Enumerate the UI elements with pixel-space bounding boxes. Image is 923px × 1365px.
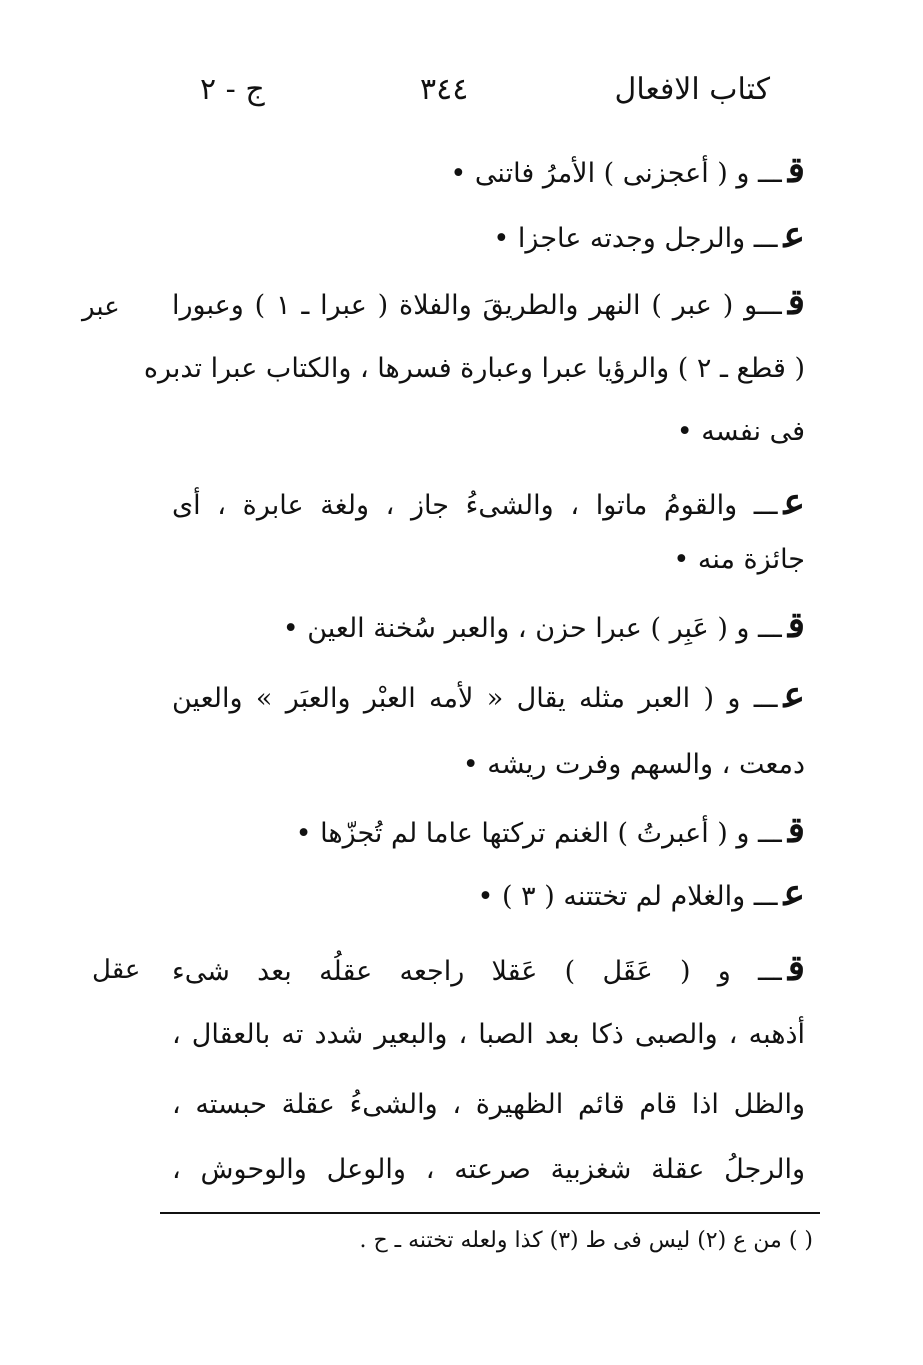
line-text: ( قطع ـ ٢ ) والرؤيا عبرا وعبارة فسرها ، والكتاب عبرا تدبره [143, 353, 805, 384]
text-line-16 [172, 1150, 805, 1190]
line-text: ـــو ( عبر ) النهر والطريقَ والفلاة ( عبرا ـ ١ ) وعبورا [172, 290, 782, 321]
line-text: جائزة منه • [673, 544, 805, 575]
line-text: أذهبه ، والصبى ذكا بعد الصبا ، والبعير شدد ته بالعقال ، [172, 1019, 806, 1050]
footnote: ( ) من ع (٢) ليس فى ط (٣) كذا ولعله تختنه ـ ح . [359, 1228, 813, 1253]
footnote-divider [160, 1212, 820, 1214]
text-line-9 [172, 675, 805, 719]
text-line-1 [450, 150, 805, 194]
page-number: ٣٤٤ [420, 72, 469, 107]
text-line-5 [677, 412, 805, 452]
line-text: ـــ والغلام لم تختتنه ( ٣ ) • [477, 881, 778, 912]
entry-marker: ق [787, 809, 805, 851]
entry-marker: ع [783, 872, 805, 914]
entry-marker: ق [787, 947, 805, 989]
running-header [190, 72, 770, 122]
text-line-7 [673, 540, 805, 580]
line-text: ـــ والرجل وجدته عاجزا • [493, 223, 778, 254]
text-line-8 [283, 605, 805, 649]
text-line-14 [172, 1015, 805, 1055]
line-text: ـــ و ( أعبرتُ ) الغنم تركتها عاما لم تُجزّها • [295, 818, 782, 849]
entry-marker: ق [787, 281, 806, 323]
line-text: فى نفسه • [676, 416, 805, 447]
entry-marker: ع [783, 214, 805, 256]
line-text: ـــ والقومُ ماتوا ، والشىءُ جاز ، ولغة عابرة ، أى [172, 490, 778, 521]
text-line-4 [143, 349, 805, 389]
text-line-15 [172, 1085, 805, 1125]
entry-marker: ع [783, 674, 805, 716]
line-text: ـــ و ( أعجزنى ) الأمرُ فاتنى • [450, 158, 782, 189]
text-line-11 [296, 810, 805, 854]
line-text: والرجلُ عقلة شغزبية صرعته ، والوعل والوحوش ، [172, 1154, 805, 1185]
text-line-12 [478, 873, 805, 917]
line-text: ـــ و ( العبر مثله يقال « لأمه العبْر والعبَر » والعين [172, 683, 778, 714]
book-title: كتاب الافعال [614, 72, 770, 107]
line-text: ـــ و ( عَبِر ) عبرا حزن ، والعبر سُخنة العين • [282, 613, 782, 644]
line-text: والظل اذا قام قائم الظهيرة ، والشىءُ عقلة حبسته ، [172, 1089, 805, 1120]
line-text: دمعت ، والسهم وفرت ريشه • [462, 749, 805, 780]
entry-marker: ق [787, 604, 805, 646]
text-line-10 [463, 745, 805, 785]
text-line-2 [493, 215, 805, 259]
line-text: ـــ و ( عَقَل ) عَقلا راجعه عقلُه بعد شىء [172, 956, 782, 987]
entry-marker: ق [787, 149, 805, 191]
volume-label: ج - ٢ [200, 72, 265, 107]
text-line-6 [172, 482, 805, 526]
text-line-3 [172, 282, 805, 326]
text-line-13 [172, 948, 805, 992]
entry-marker: ع [783, 481, 805, 523]
margin-root-word: عقل [92, 955, 141, 985]
margin-root-word: عبر [82, 292, 120, 322]
